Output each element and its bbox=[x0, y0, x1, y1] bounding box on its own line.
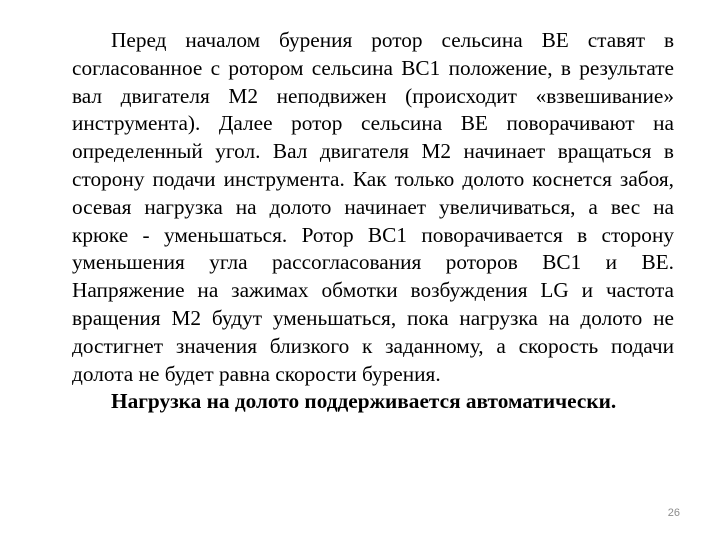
page-number: 26 bbox=[667, 507, 680, 519]
paragraph-main: Перед началом бурения ротор сельсина ВЕ ставят в согласованное с ротором сельсина ВС1 положение, в результате вал двигателя М2 неподвижен (происходит «взвешивание» инструмента). Далее ротор сельсина ВЕ поворачивают на определенный угол. Вал двигателя М2 начинает вращаться в сторону подачи инструмента. Как только долото коснется забоя, осевая нагрузка на долото начинает увеличиваться, а вес на крюке - уменьшаться. Ротор ВС1 поворачивается в сторону уменьшения угла рассогласования роторов ВС1 и ВЕ. Напряжение на зажимах обмотки возбуждения LG и частота вращения М2 будут уменьшаться, пока нагрузка на долото не достигнет значения близкого к заданному, а скорость подачи долота не будет равна скорости бурения. bbox=[72, 28, 674, 386]
body-text bbox=[72, 27, 674, 416]
paragraph-conclusion: Нагрузка на долото поддерживается автоматически. bbox=[111, 389, 617, 414]
